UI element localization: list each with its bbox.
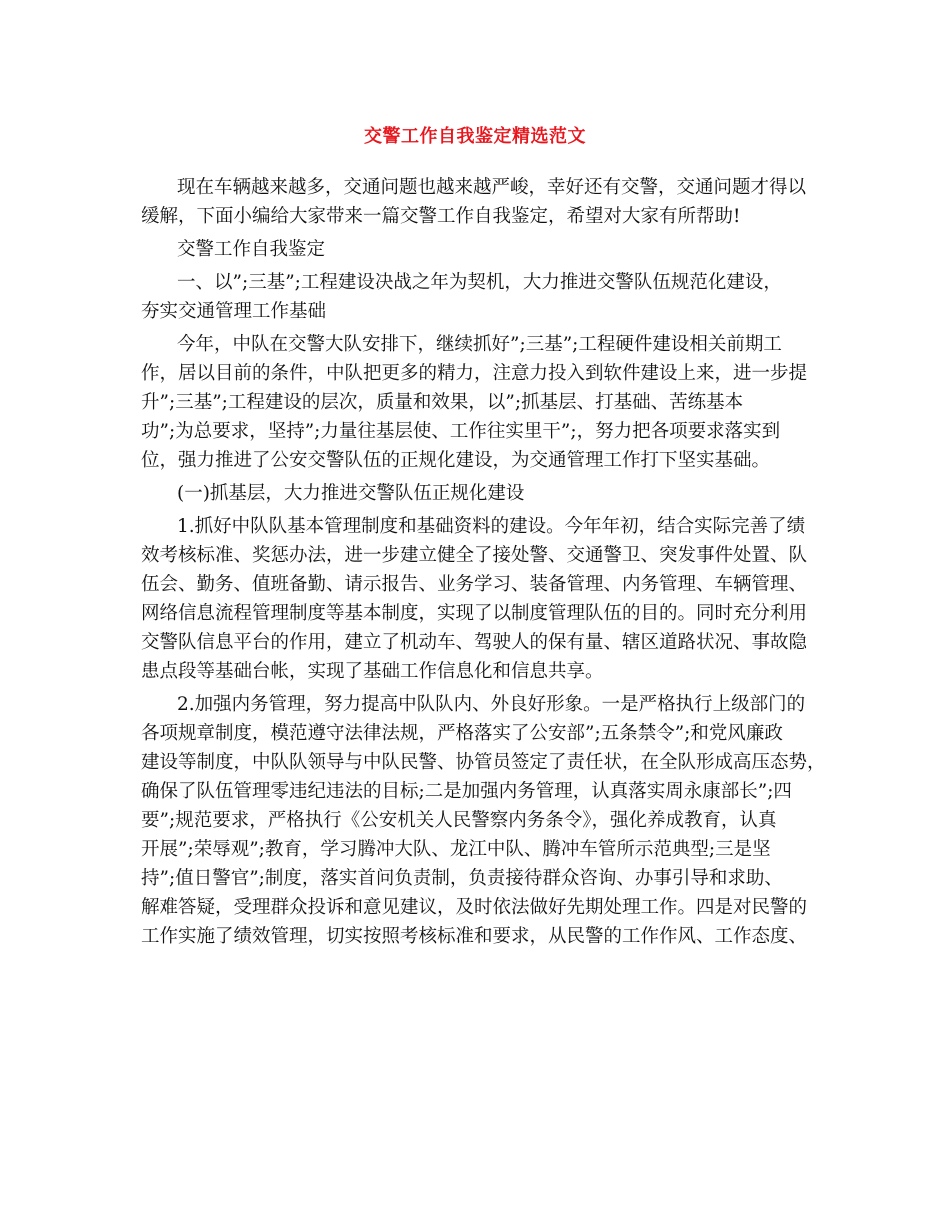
text-line: 一、以”;三基”;工程建设决战之年为契机，大力推进交警队伍规范化建设， bbox=[177, 272, 782, 293]
text-line: 各项规章制度，模范遵守法律法规，严格落实了公安部”;五条禁令”;和党风廉政 bbox=[141, 723, 783, 744]
text-line: 现在车辆越来越多，交通问题也越来越严峻，幸好还有交警，交通问题才得以 bbox=[177, 177, 807, 198]
text-line: 夯实交通管理工作基础 bbox=[141, 301, 327, 322]
text-line: 伍会、勤务、值班备勤、请示报告、业务学习、装备管理、内务管理、车辆管理、 bbox=[141, 574, 808, 595]
paragraph-heading-1 bbox=[141, 268, 813, 326]
text-line: 位，强力推进了公安交警队伍的正规化建设，为交通管理工作打下坚实基础。 bbox=[141, 450, 771, 471]
paragraph-body-2 bbox=[141, 512, 813, 686]
text-line: 升”;三基”;工程建设的层次，质量和效果，以”;抓基层、打基础、苦练基本 bbox=[141, 392, 744, 413]
document-body bbox=[141, 173, 826, 955]
text-line: 解难答疑，受理群众投诉和意见建议，及时依法做好先期处理工作。四是对民警的 bbox=[141, 897, 808, 918]
text-line: 2.加强内务管理，努力提高中队队内、外良好形象。一是严格执行上级部门的 bbox=[177, 694, 806, 715]
paragraph-subtitle bbox=[141, 235, 813, 264]
text-line: 要”;规范要求，严格执行《公安机关人民警察内务条令》，强化养成教育，认真 bbox=[141, 810, 777, 831]
text-line: 确保了队伍管理零违纪违法的目标;二是加强内务管理，认真落实周永康部长”;四 bbox=[141, 781, 792, 802]
text-line: 功”;为总要求，坚持”;力量往基层使、工作往实里干”;，努力把各项要求落实到 bbox=[141, 421, 781, 442]
text-line: 交警队信息平台的作用，建立了机动车、驾驶人的保有量、辖区道路状况、事故隐 bbox=[141, 632, 808, 653]
text-line: 作，居以目前的条件，中队把更多的精力，注意力投入到软件建设上来，进一步提 bbox=[141, 363, 808, 384]
text-line: 持”;值日警官”;制度，落实首问负责制，负责接待群众咨询、办事引导和求助、 bbox=[141, 868, 783, 889]
paragraph-intro bbox=[141, 173, 813, 231]
text-line: 1.抓好中队队基本管理制度和基础资料的建设。今年年初，结合实际完善了绩 bbox=[177, 516, 806, 537]
document-title: 交警工作自我鉴定精选范文 bbox=[364, 126, 586, 147]
text-line: 交警工作自我鉴定 bbox=[177, 239, 326, 260]
text-line: 网络信息流程管理制度等基本制度，实现了以制度管理队伍的目的。同时充分利用 bbox=[141, 603, 808, 624]
text-line: (一)抓基层，大力推进交警队伍正规化建设 bbox=[177, 483, 525, 504]
text-line: 建设等制度，中队队领导与中队民警、协管员签定了责任状，在全队形成高压态势， bbox=[141, 752, 826, 773]
paragraph-body-1 bbox=[141, 330, 813, 475]
paragraph-heading-2 bbox=[141, 479, 813, 508]
text-line: 工作实施了绩效管理，切实按照考核标准和要求，从民警的工作作风、工作态度、 bbox=[141, 926, 808, 947]
text-line: 效考核标准、奖惩办法，进一步建立健全了接处警、交通警卫、突发事件处置、队 bbox=[141, 545, 808, 566]
text-line: 缓解，下面小编给大家带来一篇交警工作自我鉴定，希望对大家有所帮助! bbox=[141, 206, 741, 227]
text-line: 开展”;荣辱观”;教育，学习腾冲大队、龙江中队、腾冲车管所示范典型;三是坚 bbox=[141, 839, 771, 860]
text-line: 今年，中队在交警大队安排下，继续抓好”;三基”;工程硬件建设相关前期工 bbox=[177, 334, 782, 355]
text-line: 患点段等基础台帐，实现了基础工作信息化和信息共享。 bbox=[141, 661, 604, 682]
paragraph-body-3 bbox=[141, 690, 826, 951]
